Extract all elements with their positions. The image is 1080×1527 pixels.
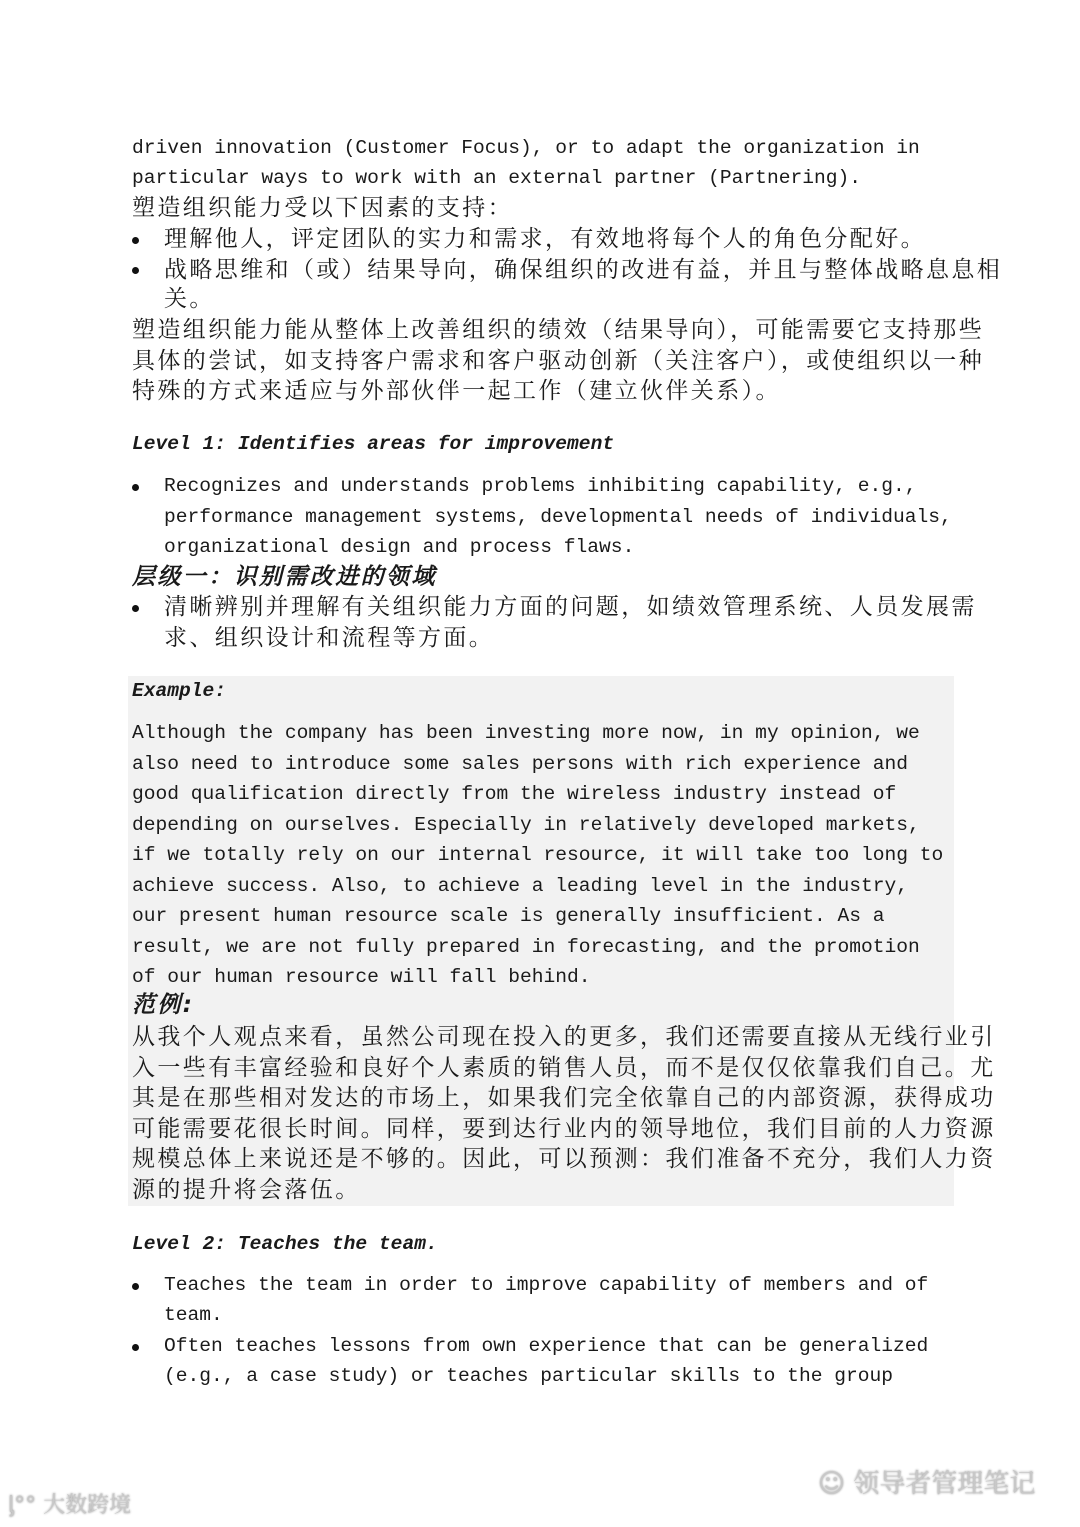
example-line: 从我个人观点来看，虽然公司现在投入的更多，我们还需要直接从无线行业引 <box>132 1024 996 1050</box>
paragraph-line: driven innovation (Customer Focus), or to adapt the organization in <box>132 137 920 159</box>
bullet-item: 理解他人，评定团队的实力和需求，有效地将每个人的角色分配好。 <box>164 226 926 252</box>
example-line: result, we are not fully prepared in forecasting, and the promotion <box>132 935 920 958</box>
section-heading: 层级一：识别需改进的领域 <box>132 564 437 590</box>
example-line: 入一些有丰富经验和良好个人素质的销售人员，而不是仅仅依靠我们自己。尤 <box>132 1054 996 1081</box>
bullet-item: Teaches the team in order to improve capability of members and of <box>164 1274 929 1296</box>
bullet-item: performance management systems, developmental needs of individuals, <box>164 506 952 528</box>
example-line: of our human resource will fall behind. <box>132 966 591 988</box>
bullet-item: 战略思维和（或）结果导向，确保组织的改进有益，并且与整体战略息息相 <box>164 257 1003 283</box>
paragraph-line: 塑造组织能力受以下因素的支持： <box>132 195 513 221</box>
paragraph-line: 特殊的方式来适应与外部伙伴一起工作（建立伙伴关系）。 <box>132 378 781 404</box>
bullet-item: (e.g., a case study) or teaches particular skills to the group <box>164 1365 894 1387</box>
watermark-right <box>818 1463 1035 1500</box>
example-line: 其是在那些相对发达的市场上，如果我们完全依靠自己的内部资源，获得成功 <box>132 1085 996 1112</box>
watermark-left <box>8 1488 131 1519</box>
section-heading: Level 1: Identifies areas for improvement <box>132 433 615 455</box>
bullet-icon <box>132 237 139 244</box>
bullet-item: Recognizes and understands problems inhibiting capability, e.g., <box>164 475 917 497</box>
example-line: depending on ourselves. Especially in relatively developed markets, <box>132 813 920 836</box>
example-label: 范例: <box>132 992 195 1018</box>
bullet-icon <box>132 1344 139 1351</box>
example-line: 规模总体上来说还是不够的。因此，可以预测：我们准备不充分，我们人力资 <box>132 1146 996 1173</box>
bullet-item: Often teaches lessons from own experience that can be generalized <box>164 1335 929 1357</box>
bullet-icon <box>132 267 139 274</box>
example-line: our present human resource scale is generally insufficient. As a <box>132 905 885 927</box>
bullet-item: 关。 <box>164 286 215 312</box>
watermark-left-text: 大数跨境 <box>43 1493 132 1518</box>
example-line: good qualification directly from the wireless industry instead of <box>132 783 897 805</box>
bullet-icon <box>132 1283 139 1290</box>
bullet-item: organizational design and process flaws. <box>164 536 635 558</box>
paragraph-line: 塑造组织能力能从整体上改善组织的绩效（结果导向），可能需要它支持那些 <box>132 317 985 343</box>
bullet-item: team. <box>164 1304 223 1326</box>
example-line: achieve success. Also, to achieve a leading level in the industry, <box>132 874 909 897</box>
example-line: if we totally rely on our internal resource, it will take too long to <box>132 844 944 866</box>
logo-icon: ᶅ°° <box>8 1493 37 1518</box>
paragraph-line: particular ways to work with an external partner (Partnering). <box>132 167 862 189</box>
example-line: Although the company has been investing more now, in my opinion, we <box>132 722 920 744</box>
example-line: also need to introduce some sales persons with rich experience and <box>132 752 909 775</box>
section-heading: Level 2: Teaches the team. <box>132 1233 438 1255</box>
watermark-right-text: 领导者管理笔记 <box>853 1469 1036 1499</box>
example-line: 源的提升将会落伍。 <box>132 1177 361 1203</box>
example-label: Example: <box>132 680 227 702</box>
wechat-icon: ☺ <box>818 1469 846 1499</box>
bullet-icon <box>132 484 139 491</box>
bullet-item: 清晰辨别并理解有关组织能力方面的问题，如绩效管理系统、人员发展需 <box>164 594 977 620</box>
paragraph-line: 具体的尝试，如支持客户需求和客户驱动创新（关注客户），或使组织以一种 <box>132 348 985 374</box>
example-line: 可能需要花很长时间。同样，要到达行业内的领导地位，我们目前的人力资源 <box>132 1115 996 1142</box>
bullet-item: 求、组织设计和流程等方面。 <box>164 625 495 651</box>
bullet-icon <box>132 605 139 612</box>
